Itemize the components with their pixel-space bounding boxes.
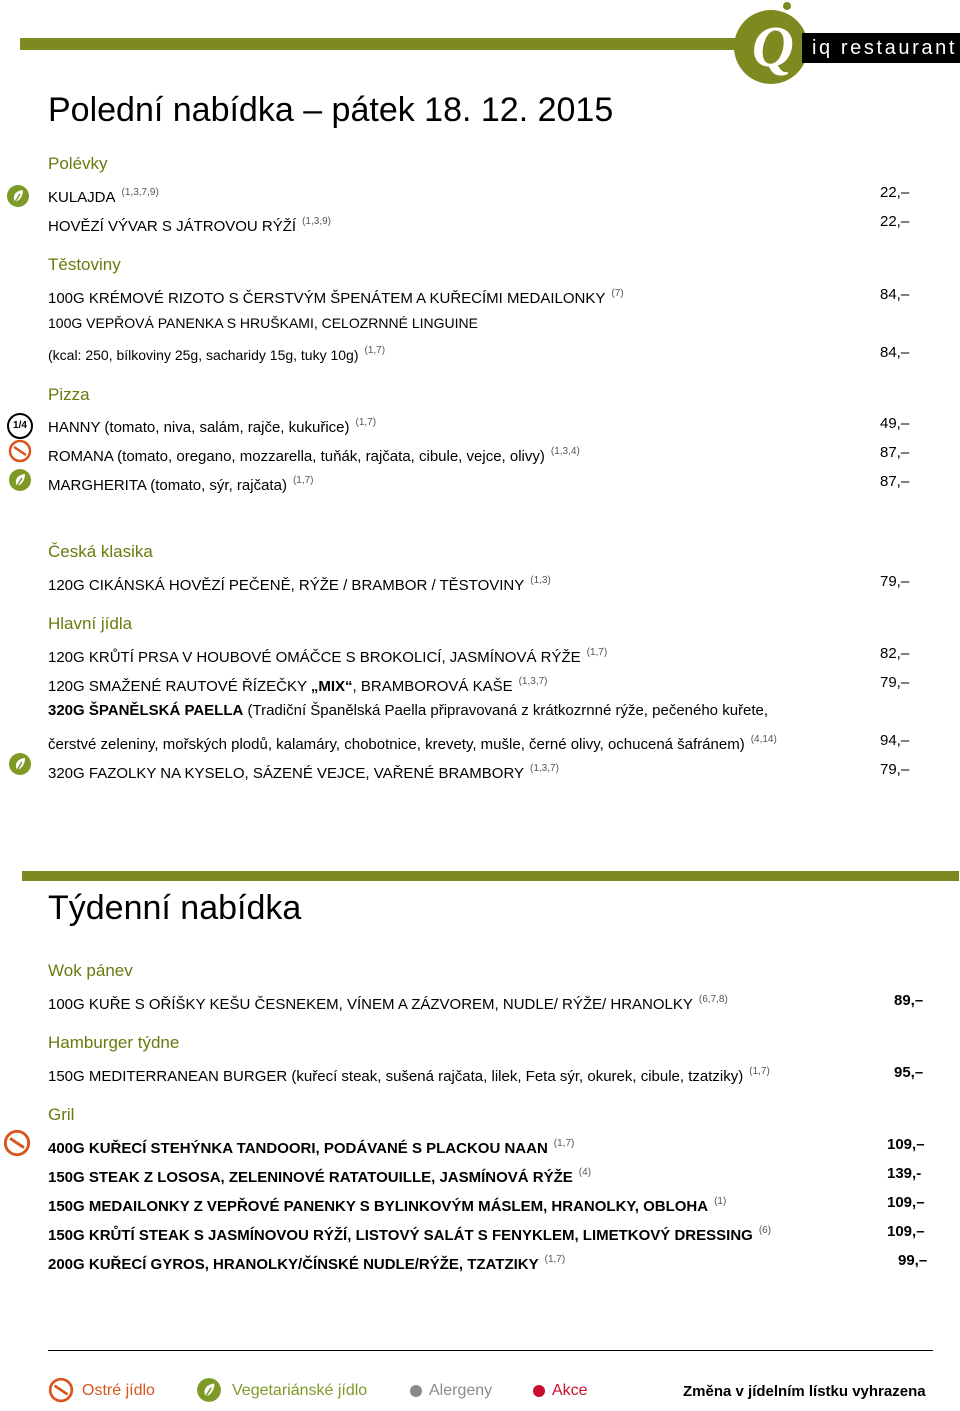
item-nutrition: (kcal: 250, bílkoviny 25g, sacharidy 15g, tuky 10g) bbox=[48, 347, 359, 363]
item-name: SMAŽENÉ RAUTOVÉ ŘÍZEČKY bbox=[88, 678, 311, 695]
item-description-line bbox=[48, 731, 777, 753]
legend-spicy: Ostré jídlo bbox=[82, 1382, 155, 1399]
item-allergens: (1,3,7) bbox=[518, 676, 548, 687]
promo-dot-icon bbox=[533, 1385, 545, 1397]
spicy-icon bbox=[8, 439, 32, 463]
item-description: čerstvé zeleniny, mořských plodů, kalamáry, chobotnice, krevety, mušle, černé olivy, ochucená šafránem) bbox=[48, 736, 745, 753]
spicy-icon bbox=[3, 1129, 31, 1157]
allergen-dot-icon bbox=[410, 1385, 422, 1397]
item-allergens: (1,3,4) bbox=[550, 446, 580, 457]
item-price: 87,– bbox=[880, 444, 910, 461]
promo-badge: 1/4 bbox=[7, 413, 33, 439]
item-weight: 150G bbox=[48, 1198, 85, 1215]
item-name: HOVĚZÍ VÝVAR S JÁTROVOU RÝŽÍ bbox=[48, 218, 297, 235]
item-allergens: (1,3,9) bbox=[302, 216, 331, 227]
item-name: MARGHERITA (tomato, sýr, rajčata) bbox=[48, 477, 287, 494]
item-price: 22,– bbox=[880, 213, 910, 230]
item-allergens: (1,7) bbox=[355, 417, 377, 428]
item-price: 22,– bbox=[880, 184, 910, 201]
item-price: 84,– bbox=[880, 344, 910, 361]
menu-item bbox=[48, 673, 548, 695]
weekly-title: Týdenní nabídka bbox=[48, 889, 302, 927]
item-price: 139,- bbox=[887, 1165, 922, 1182]
menu-item bbox=[48, 1063, 770, 1085]
menu-item bbox=[48, 414, 376, 436]
section-heading-grill: Gril bbox=[48, 1105, 75, 1124]
item-weight: 400G bbox=[48, 1140, 85, 1157]
item-price: 87,– bbox=[880, 473, 910, 490]
item-price: 79,– bbox=[880, 761, 910, 778]
item-allergens: (1,7) bbox=[749, 1066, 770, 1077]
item-price: 84,– bbox=[880, 286, 910, 303]
section-heading-pizza: Pizza bbox=[48, 385, 90, 404]
page-title: Polední nabídka – pátek 18. 12. 2015 bbox=[48, 91, 614, 129]
legend-vegetarian: Vegetariánské jídlo bbox=[232, 1382, 368, 1399]
item-name: MEDITERRANEAN BURGER (kuřecí steak, sušená rajčata, lilek, Feta sýr, okurek, cibule, tzatziky) bbox=[88, 1068, 744, 1085]
spicy-icon bbox=[48, 1377, 74, 1403]
item-name: STEAK Z LOSOSA, ZELENINOVÉ RATATOUILLE, JASMÍNOVÁ RÝŽE bbox=[88, 1169, 573, 1186]
item-price: 109,– bbox=[887, 1223, 925, 1240]
item-allergens: (7) bbox=[611, 288, 624, 299]
section-heading-wok: Wok pánev bbox=[48, 961, 133, 980]
menu-item bbox=[48, 285, 624, 307]
logo-accent bbox=[783, 2, 791, 10]
menu-item bbox=[48, 1164, 591, 1186]
item-weight: 320G bbox=[48, 765, 85, 782]
item-name: ROMANA (tomato, oregano, mozzarella, tuňák, rajčata, cibule, vejce, olivy) bbox=[48, 448, 545, 465]
menu-item bbox=[48, 702, 768, 724]
item-name: FAZOLKY NA KYSELO, SÁZENÉ VEJCE, VAŘENÉ BRAMBORY bbox=[88, 765, 525, 782]
logo-letter: Q bbox=[752, 14, 794, 79]
item-name: VEPŘOVÁ PANENKA S HRUŠKAMI, CELOZRNNÉ LINGUINE bbox=[86, 315, 478, 331]
item-weight: 150G bbox=[48, 1169, 85, 1186]
item-weight: 150G bbox=[48, 1068, 85, 1085]
section-heading-burger: Hamburger týdne bbox=[48, 1033, 180, 1052]
item-price: 79,– bbox=[880, 674, 910, 691]
item-allergens: (4) bbox=[578, 1167, 592, 1178]
item-name: KULAJDA bbox=[48, 189, 116, 206]
item-name: ŠPANĚLSKÁ PAELLA bbox=[88, 702, 244, 719]
item-name: MEDAILONKY Z VEPŘOVÉ PANENKY S BYLINKOVÝM MÁSLEM, HRANOLKY, OBLOHA bbox=[88, 1198, 709, 1215]
item-allergens: (1,7) bbox=[364, 345, 386, 356]
menu-item bbox=[48, 760, 559, 782]
menu-item bbox=[48, 443, 580, 465]
item-allergens: (1,7) bbox=[544, 1254, 566, 1265]
section-heading-mains: Hlavní jídla bbox=[48, 614, 133, 633]
section-heading-pasta: Těstoviny bbox=[48, 255, 121, 274]
vegetarian-icon bbox=[8, 468, 32, 492]
item-name: KUŘE S OŘÍŠKY KEŠU ČESNEKEM, VÍNEM A ZÁZVOREM, NUDLE/ RÝŽE/ HRANOLKY bbox=[88, 996, 693, 1013]
item-weight: 120G bbox=[48, 678, 85, 695]
item-price: 99,– bbox=[898, 1252, 928, 1269]
item-price: 89,– bbox=[894, 992, 924, 1009]
item-price: 49,– bbox=[880, 415, 910, 432]
item-name: CIKÁNSKÁ HOVĚZÍ PEČENĚ, RÝŽE / BRAMBOR / TĚSTOVINY bbox=[88, 577, 525, 594]
item-price: 109,– bbox=[887, 1136, 925, 1153]
item-name: KRÉMOVÉ RIZOTO S ČERSTVÝM ŠPENÁTEM A KUŘECÍMI MEDAILONKY bbox=[88, 290, 606, 307]
item-price: 109,– bbox=[887, 1194, 925, 1211]
item-allergens: (1,7) bbox=[292, 475, 314, 486]
menu-item bbox=[48, 213, 331, 235]
item-weight: 120G bbox=[48, 649, 85, 666]
vegetarian-icon bbox=[6, 184, 30, 208]
item-allergens: (1,3,7,9) bbox=[121, 187, 159, 198]
vegetarian-icon bbox=[196, 1377, 222, 1403]
menu-item bbox=[48, 572, 551, 594]
section-divider bbox=[22, 871, 959, 881]
item-name-highlight: „MIX“ bbox=[310, 678, 353, 695]
item-allergens: (4,14) bbox=[750, 734, 777, 745]
item-weight: 100G bbox=[48, 996, 85, 1013]
item-weight: 100G bbox=[48, 315, 83, 331]
section-heading-soups: Polévky bbox=[48, 154, 108, 173]
item-weight: 120G bbox=[48, 577, 85, 594]
menu-item bbox=[48, 1222, 771, 1244]
item-allergens: (1,3,7) bbox=[530, 763, 559, 774]
menu-item bbox=[48, 314, 478, 336]
logo-text: iq restaurant bbox=[812, 37, 957, 59]
item-name: KRŮTÍ STEAK S JASMÍNOVOU RÝŽÍ, LISTOVÝ SALÁT S FENYKLEM, LIMETKOVÝ DRESSING bbox=[88, 1227, 753, 1244]
item-allergens: (6,7,8) bbox=[698, 994, 728, 1005]
item-name: KRŮTÍ PRSA V HOUBOVÉ OMÁČCE S BROKOLICÍ, JASMÍNOVÁ RÝŽE bbox=[88, 649, 581, 666]
item-allergens: (6) bbox=[758, 1225, 772, 1236]
item-name: HANNY (tomato, niva, salám, rajče, kukuřice) bbox=[48, 419, 350, 436]
item-weight: 150G bbox=[48, 1227, 85, 1244]
menu-item bbox=[48, 1135, 574, 1157]
item-name: KUŘECÍ GYROS, HRANOLKY/ČÍNSKÉ NUDLE/RÝŽE, TZATZIKY bbox=[88, 1256, 539, 1273]
item-allergens: (1,3) bbox=[530, 575, 551, 586]
menu-item bbox=[48, 1251, 565, 1273]
item-description: (Tradiční Španělská Paella připravovaná z krátkozrnné rýže, pečeného kuřete, bbox=[243, 702, 769, 719]
item-weight: 200G bbox=[48, 1256, 85, 1273]
item-allergens: (1,7) bbox=[553, 1138, 575, 1149]
item-allergens: (1,7) bbox=[586, 647, 608, 658]
legend-allergens: Alergeny bbox=[429, 1382, 493, 1399]
item-price: 94,– bbox=[880, 732, 910, 749]
menu-item bbox=[48, 184, 159, 206]
menu-item bbox=[48, 991, 728, 1013]
item-weight: 100G bbox=[48, 290, 85, 307]
item-name-suffix: , BRAMBOROVÁ KAŠE bbox=[352, 678, 513, 695]
item-weight: 320G bbox=[48, 702, 85, 719]
footer-divider bbox=[48, 1350, 933, 1351]
legend-promo: Akce bbox=[552, 1382, 588, 1399]
vegetarian-icon bbox=[8, 752, 32, 776]
section-heading-classic: Česká klasika bbox=[48, 542, 153, 561]
item-price: 82,– bbox=[880, 645, 910, 662]
item-allergens: (1) bbox=[714, 1196, 727, 1207]
item-price: 95,– bbox=[894, 1064, 924, 1081]
header-bar bbox=[20, 38, 740, 50]
menu-change-note: Změna v jídelním lístku vyhrazena bbox=[683, 1383, 926, 1400]
menu-item bbox=[48, 1193, 726, 1215]
menu-item bbox=[48, 644, 607, 666]
item-price: 79,– bbox=[880, 573, 910, 590]
item-description bbox=[48, 342, 385, 364]
item-name: KUŘECÍ STEHÝNKA TANDOORI, PODÁVANÉ S PLACKOU NAAN bbox=[88, 1140, 548, 1157]
menu-item bbox=[48, 472, 314, 494]
